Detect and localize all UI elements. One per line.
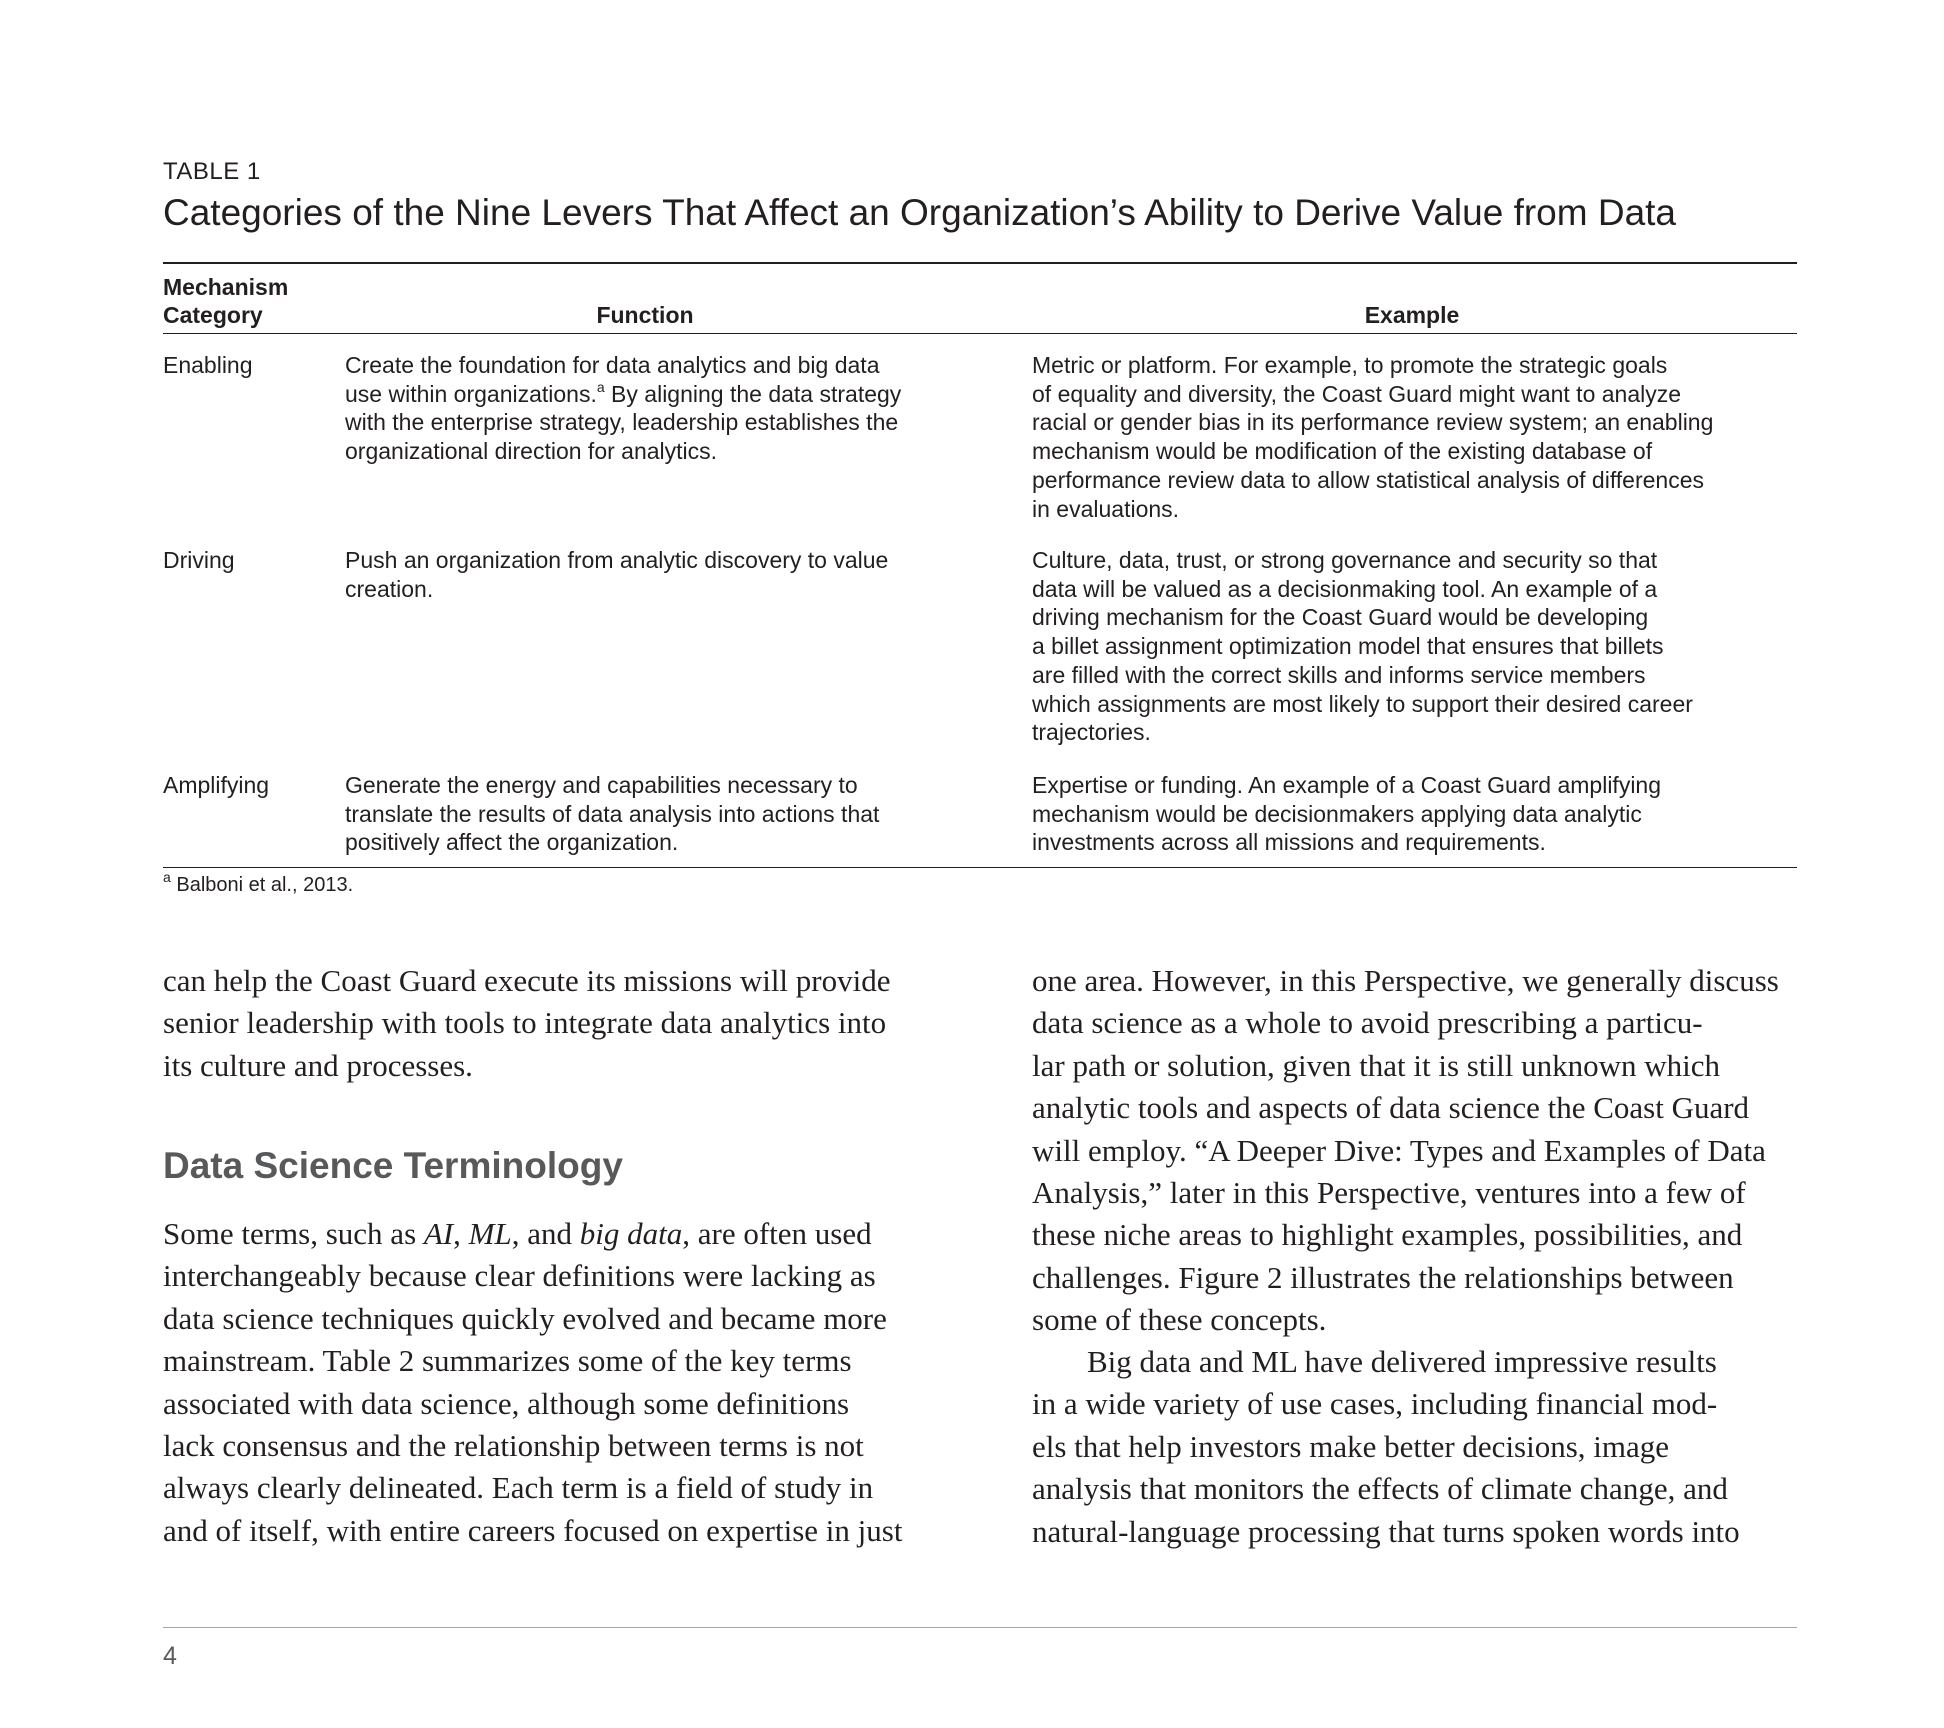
row-enabling-category: Enabling: [163, 352, 253, 378]
paragraph-text: , are often used interchangeably because clear definitions were lacking as data science techniques quickly evolved and became more mainstream. Table 2 summarizes some of the key terms associated with data science, although some definitions lack consensus and the relationship between terms is not always clearly delineated. Each term is a field of study in and of itself, with entire careers focused on expertise in just: [163, 1216, 903, 1548]
header-example: Example: [1364, 302, 1460, 328]
footnote-marker: a: [163, 869, 171, 886]
paragraph-text: , and: [511, 1216, 580, 1251]
left-column-paragraph-2: [163, 1213, 923, 1552]
row-amplifying-category: Amplifying: [163, 772, 270, 798]
right-column-paragraph-1: one area. However, in this Perspective, we generally discuss data science as a whole to avoid prescribing a particu- lar path or solution, given that it is still unknown which analytic tools and aspects of data science the Coast Guard will employ. “A Deeper Dive: Types and Examples of Data Analysis,” later in this Perspective, ventures into a few of these niche areas to highlight examples, possibilities, and challenges. Figure 2 illustrates the relationships between some of these concepts.: [1032, 963, 1779, 1338]
right-column-paragraph-2: Big data and ML have delivered impressive results in a wide variety of use cases, including financial mod- els that help investors make better decisions, image analysis that monitors the effects of climate change, and natural-language processing that turns spoken words into: [1032, 1344, 1740, 1549]
table-title: Categories of the Nine Levers That Affect an Organization’s Ability to Derive Value from Data: [163, 192, 1677, 233]
row-enabling-example: Metric or platform. For example, to promote the strategic goals of equality and diversity, the Coast Guard might want to analyze racial or gender bias in its performance review system; an enabling mechanism would be modification of the existing database of performance review data to allow statistical analysis of differences in evaluations.: [1032, 352, 1714, 522]
paragraph-text: ,: [453, 1216, 469, 1251]
row-enabling-function: [345, 351, 965, 466]
row-driving-function: Push an organization from analytic discovery to value creation.: [345, 547, 889, 602]
page-number: 4: [163, 1642, 177, 1670]
footnote-text: Balboni et al., 2013.: [170, 874, 354, 896]
row-driving-example: Culture, data, trust, or strong governance and security so that data will be valued as a decisionmaking tool. An example of a driving mechanism for the Coast Guard would be developing a billet assignment optimization model that ensures that billets are filled with the correct skills and informs service members which assignments are most likely to support their desired career trajectories.: [1032, 547, 1693, 746]
footer-rule: [163, 1627, 1797, 1628]
row-amplifying-function: Generate the energy and capabilities necessary to translate the results of data analysis into actions that positively affect the organization.: [345, 772, 880, 856]
section-heading: Data Science Terminology: [163, 1145, 623, 1186]
paragraph-text: Some terms, such as: [163, 1216, 424, 1251]
row-driving-category: Driving: [163, 547, 235, 573]
table-top-rule: [163, 262, 1797, 264]
term-ai: AI: [423, 1216, 454, 1251]
left-column-paragraph-1: can help the Coast Guard execute its missions will provide senior leadership with tools to integrate data analytics into its culture and processes.: [163, 963, 891, 1083]
term-big-data: big data: [579, 1216, 683, 1251]
function-text-continued: By aligning the data strategy with the enterprise strategy, leadership establishes the organizational direction for analytics.: [345, 380, 902, 465]
table-header-rule: [163, 333, 1797, 334]
table-label: TABLE 1: [163, 158, 261, 185]
function-text: Create the foundation for data analytics and big data use within organizations.: [345, 352, 880, 407]
term-ml: ML: [468, 1216, 512, 1251]
row-amplifying-example: Expertise or funding. An example of a Coast Guard amplifying mechanism would be decisionmakers applying data analytic investments across all missions and requirements.: [1032, 772, 1662, 856]
header-mechanism-category: Mechanism Category: [163, 274, 289, 328]
table-footnote: [163, 869, 354, 897]
table-bottom-rule: [163, 867, 1797, 868]
footnote-reference: a: [596, 379, 605, 396]
header-function: Function: [596, 302, 694, 328]
